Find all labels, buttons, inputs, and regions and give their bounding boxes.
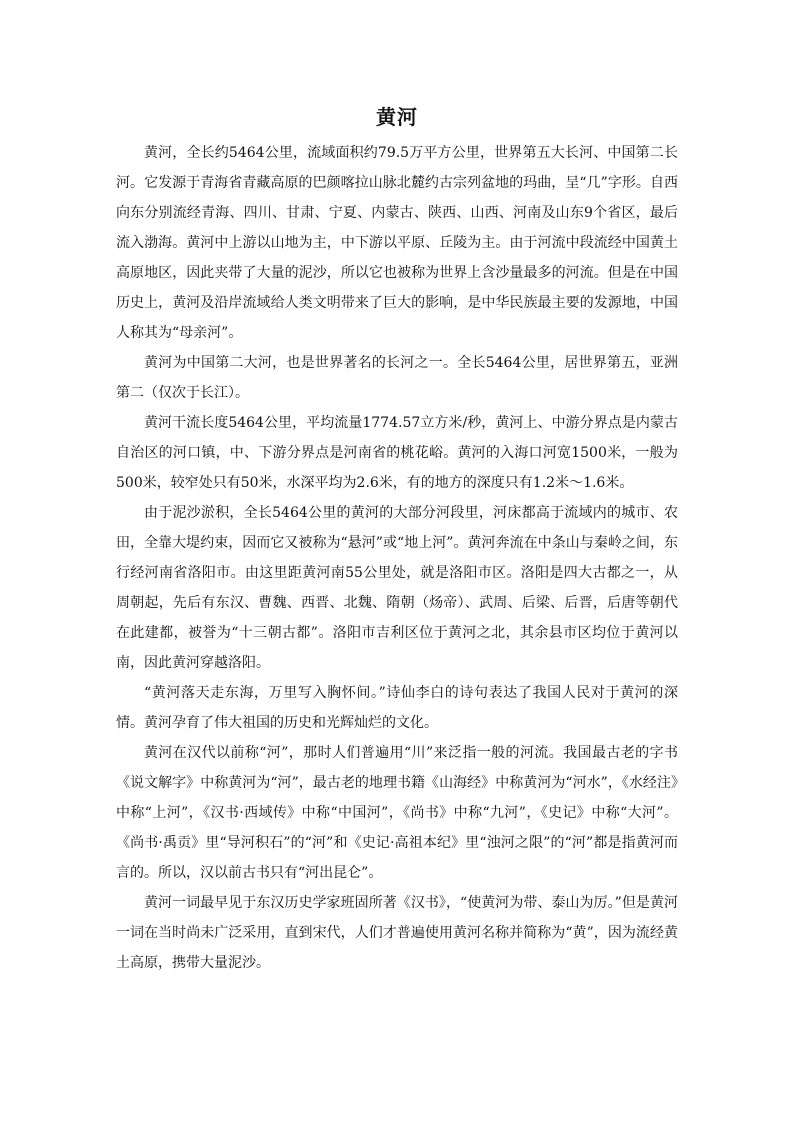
paragraph-1: 黄河，全长约5464公里，流域面积约79.5万平方公里，世界第五大长河、中国第二长河。它发源于青海省青藏高原的巴颜喀拉山脉北麓约古宗列盆地的玛曲，呈“几”字形。自西向东分别流经青海、四川、甘肃、宁夏、内蒙古、陕西、山西、河南及山东9个省区，最后流入渤海。黄河中上游以山地为主，中下游以平原、丘陵为主。由于河流中段流经中国黄土高原地区，因此夹带了大量的泥沙，所以它也被称为世界上含沙量最多的河流。但是在中国历史上，黄河及沿岸流域给人类文明带来了巨大的影响，是中华民族最主要的发源地，中国人称其为“母亲河”。 (116, 145, 678, 341)
paragraph-5: “黄河落天走东海，万里写入胸怀间。”诗仙李白的诗句表达了我国人民对于黄河的深情。黄河孕育了伟大祖国的历史和光辉灿烂的文化。 (116, 685, 678, 731)
document-title: 黄河 (376, 105, 418, 129)
paragraph-6: 黄河在汉代以前称“河”，那时人们普遍用“川”来泛指一般的河流。我国最古老的字书《说文解字》中称黄河为“河”，最古老的地理书籍《山海经》中称黄河为“河水”，《水经注》中称“上河”，《汉书·西域传》中称“中国河”，《尚书》中称“九河”，《史记》中称“大河”。《尚书·禹贡》里“导河积石”的“河”和《史记·高祖本纪》里“浊河之限”的“河”都是指黄河而言的。所以，汉以前古书只有“河出昆仑”。 (116, 745, 678, 881)
paragraph-4: 由于泥沙淤积，全长5464公里的黄河的大部分河段里，河床都高于流域内的城市、农田，全靠大堤约束，因而它又被称为“悬河”或“地上河”。黄河奔流在中条山与秦岭之间，东行经河南省洛阳市。由这里距黄河南55公里处，就是洛阳市区。洛阳是四大古都之一，从周朝起，先后有东汉、曹魏、西晋、北魏、隋朝（炀帝）、武周、后梁、后晋，后唐等朝代在此建都，被誉为“十三朝古都”。洛阳市吉利区位于黄河之北，其余县市区均位于黄河以南，因此黄河穿越洛阳。 (116, 505, 678, 671)
paragraph-7: 黄河一词最早见于东汉历史学家班固所著《汉书》，“使黄河为带、泰山为厉。”但是黄河一词在当时尚未广泛采用，直到宋代，人们才普遍使用黄河名称并简称为“黄”，因为流经黄土高原，携带大量泥沙。 (116, 895, 678, 971)
paragraph-2: 黄河为中国第二大河，也是世界著名的长河之一。全长5464公里，居世界第五，亚洲第二（仅次于长江）。 (116, 355, 678, 401)
paragraph-3: 黄河干流长度5464公里，平均流量1774.57立方米/秒，黄河上、中游分界点是内蒙古自治区的河口镇，中、下游分界点是河南省的桃花峪。黄河的入海口河宽1500米，一般为500米，较窄处只有50米，水深平均为2.6米，有的地方的深度只有1.2米～1.6米。 (116, 415, 678, 491)
document-page (116, 100, 678, 978)
